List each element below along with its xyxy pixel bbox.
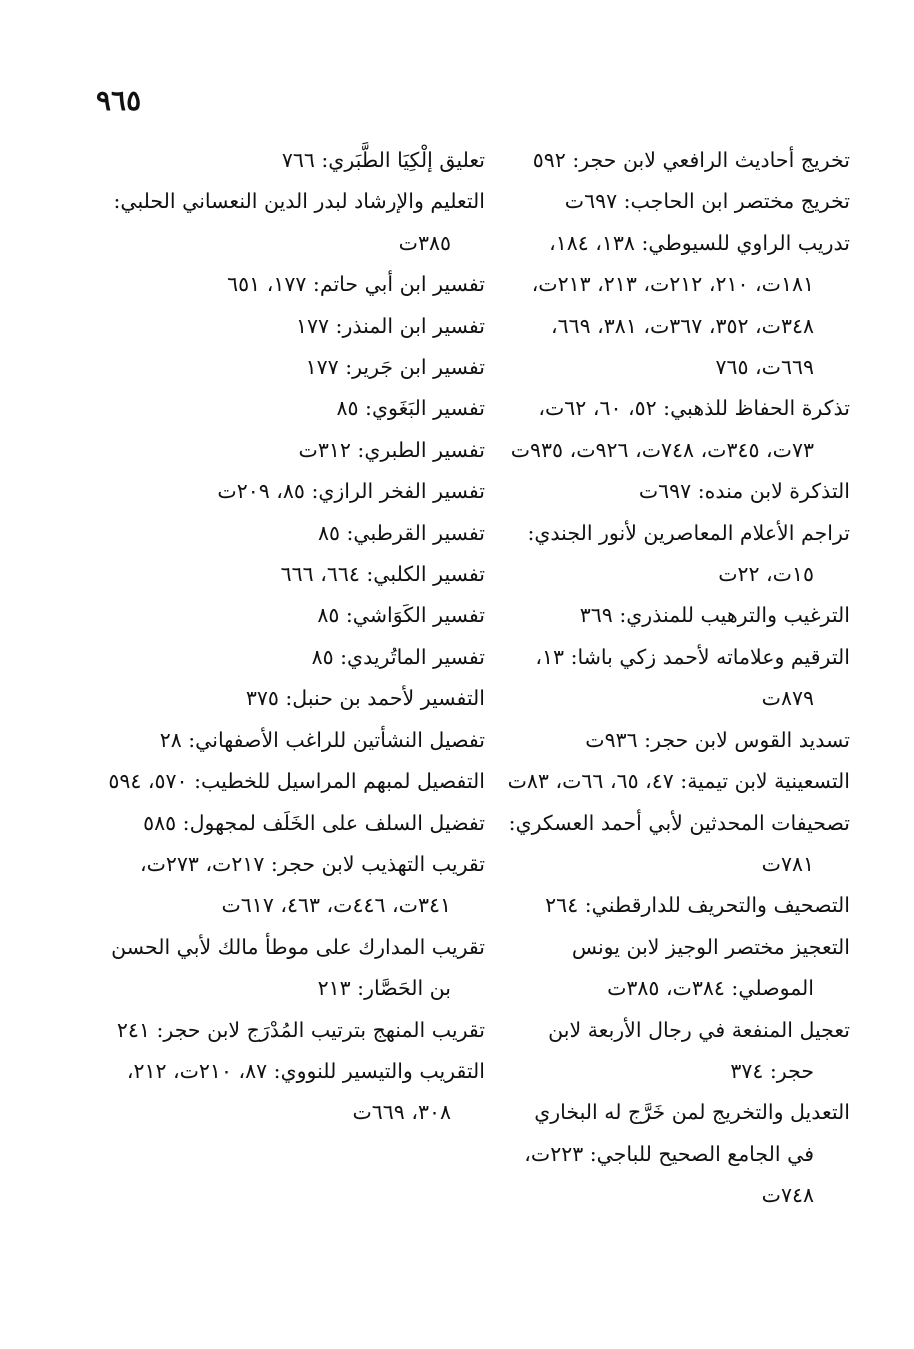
index-entry: تقريب التهذيب لابن حجر: ٢١٧ت، ٢٧٣ت، ٣٤١ت، ٤٤٦ت، ٤٦٣، ٦١٧ت xyxy=(139,851,485,918)
index-entry: تفسير القرطبي: ٨٥ xyxy=(317,520,485,545)
index-entry: التعليم والإرشاد لبدر الدين النعساني الحلبي: ٣٨٥ت xyxy=(113,189,485,255)
index-entry: تفسير الكَوَاشي: ٨٥ xyxy=(317,603,485,628)
index-entry: تفسير ابن المنذر: ١٧٧ xyxy=(295,313,485,338)
index-entry: الترغيب والترهيب للمنذري: ٣٦٩ xyxy=(579,603,850,628)
index-entry: تفسير البَغَوي: ٨٥ xyxy=(336,396,485,421)
index-entry: تفصيل النشأتين للراغب الأصفهاني: ٢٨ xyxy=(159,727,485,752)
index-entry: تخريج مختصر ابن الحاجب: ٦٩٧ت xyxy=(564,189,850,214)
index-entry: التفصيل لمبهم المراسيل للخطيب: ٥٧٠، ٥٩٤ xyxy=(108,769,485,794)
page-number: ٩٦٥ xyxy=(96,84,142,117)
index-entry: تفسير ابن أبي حاتم: ١٧٧، ٦٥١ xyxy=(227,272,485,297)
index-column-right xyxy=(505,140,850,1217)
index-entry: التسعينية لابن تيمية: ٤٧، ٦٥، ٦٦ت، ٨٣ت xyxy=(507,769,850,794)
index-entry: التصحيف والتحريف للدارقطني: ٢٦٤ xyxy=(545,893,850,918)
index-entry: التعديل والتخريج لمن خَرَّج له البخاري في الجامع الصحيح للباجي: ٢٢٣ت، ٧٤٨ت xyxy=(524,1100,850,1208)
index-entry: تسديد القوس لابن حجر: ٩٣٦ت xyxy=(585,727,850,752)
index-entry: التفسير لأحمد بن حنبل: ٣٧٥ xyxy=(245,686,485,711)
index-entry: تفسير الماتُريدي: ٨٥ xyxy=(311,644,485,669)
index-entry: تقريب المنهج بترتيب المُدْرَج لابن حجر: ٢٤١ xyxy=(116,1017,485,1042)
index-entry: تفسير الفخر الرازي: ٨٥، ٢٠٩ت xyxy=(217,479,485,504)
index-entry: التقريب والتيسير للنووي: ٨٧، ٢١٠ت، ٢١٢، ٣٠٨، ٦٦٩ت xyxy=(126,1058,485,1125)
index-entry: تفسير الطبري: ٣١٢ت xyxy=(298,437,485,462)
index-entry: تذكرة الحفاظ للذهبي: ٥٢، ٦٠، ٦٢ت، ٧٣ت، ٣٤٥ت، ٧٤٨ت، ٩٢٦ت، ٩٣٥ت xyxy=(510,396,850,462)
index-entry: تعليق إلْكِيَا الطَّبَري: ٧٦٦ xyxy=(281,148,485,172)
index-entry: التذكرة لابن منده: ٦٩٧ت xyxy=(638,479,850,504)
index-entry: تعجيل المنفعة في رجال الأربعة لابن حجر: ٣٧٤ xyxy=(548,1017,850,1083)
index-column-left xyxy=(108,140,485,1134)
index-entry: تصحيفات المحدثين لأبي أحمد العسكري: ٧٨١ت xyxy=(508,810,850,876)
index-entry: تراجم الأعلام المعاصرين لأنور الجندي: ١٥ت، ٢٢ت xyxy=(527,520,850,587)
index-entry: التعجيز مختصر الوجيز لابن يونس الموصلي: ٣٨٤ت، ٣٨٥ت xyxy=(571,934,850,1001)
index-entry: تخريج أحاديث الرافعي لابن حجر: ٥٩٢ xyxy=(532,148,850,172)
index-entry: تقريب المدارك على موطأ مالك لأبي الحسن بن الحَصَّار: ٢١٣ xyxy=(111,934,485,1001)
index-entry: تفسير الكلبي: ٦٦٤، ٦٦٦ xyxy=(280,562,485,587)
index-entry: تفضيل السلف على الخَلَف لمجهول: ٥٨٥ xyxy=(143,810,485,835)
index-entry: تفسير ابن جَرير: ١٧٧ xyxy=(305,355,485,380)
index-entry: تدريب الراوي للسيوطي: ١٣٨، ١٨٤، ١٨١ت، ٢١٠، ٢١٢ت، ٢١٣، ٢١٣ت، ٣٤٨ت، ٣٥٢، ٣٦٧ت، ٣٨١، ٦٦٩، ٦٦٩ت، ٧٦٥ xyxy=(531,230,850,380)
index-entry: الترقيم وعلاماته لأحمد زكي باشا: ١٣، ٨٧٩ت xyxy=(535,644,850,711)
